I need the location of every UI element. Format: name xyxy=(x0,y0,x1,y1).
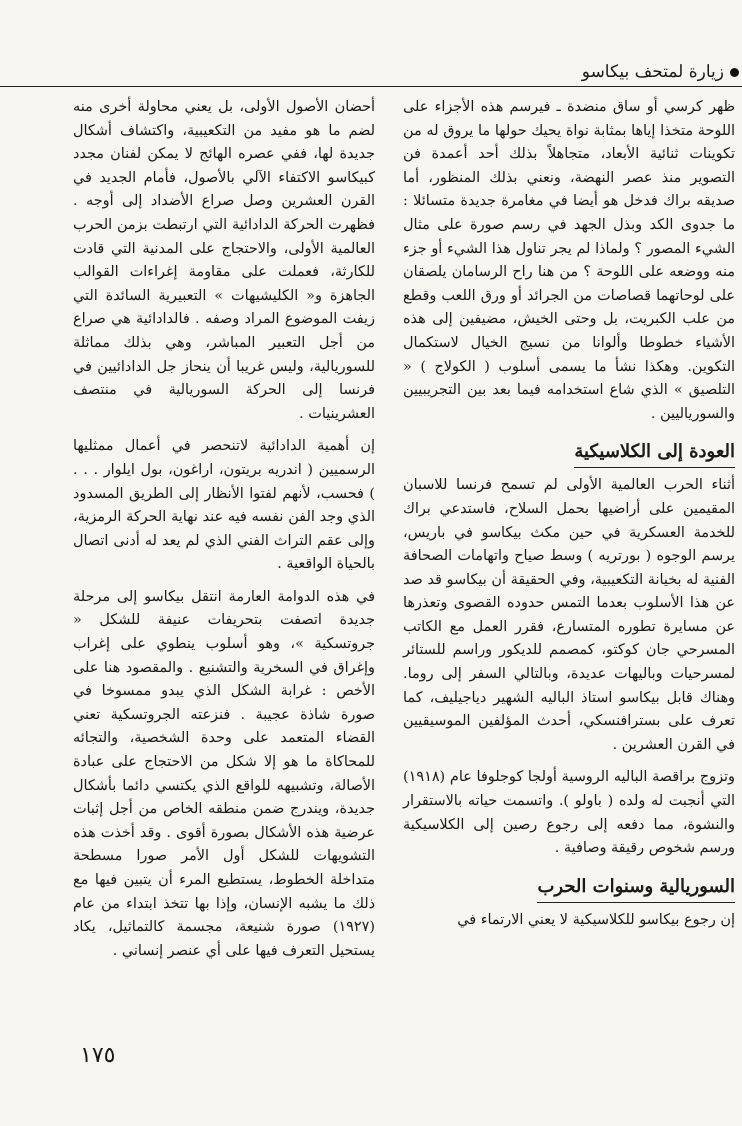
section-heading-surrealism: السوريالية وسنوات الحرب xyxy=(537,874,735,903)
running-header-title-wrap xyxy=(582,60,742,84)
left-column xyxy=(73,96,375,972)
paragraph: في هذه الدوامة العارمة انتقل بيكاسو إلى مرحلة جديدة اتصفت بتحريفات عنيفة للشكل « جروتسكية »، وهو أسلوب ينطوي على إغراب وإغراق في السخرية والتشنيع . والمقصود هنا على الأخص : غرابة الشكل الذي يبدو ممسوخا في صورة شاذة عجيبة . فنزعته الجروتسكية تعني القضاء المتعمد على وحدة الشخصية، والتجائه للمحاكاة ما هو إلا شكل من الاحتجاج على عبادة الأصالة، وتشبيهه للواقع الذي يكتسي دائما بأشكال جديدة، ويندرج ضمن منطقه الخاص من أجل إثبات عرضية هذه الأشكال بصورة أقوى . وقد أخذت هذه التشويهات للشكل أول الأمر صورا مسطحة متداخلة الخطوط، يستطيع المرء أن يتبين فيها مع ذلك ما يشبه الإنسان، وإذا بها تتخذ ابتداء من عام (١٩٢٧) صورة شنيعة، مجسمة كالتماثيل، يكاد يستحيل التعرف فيها على أي عنصر إنساني . xyxy=(73,588,375,959)
page-number: ١٧٥ xyxy=(80,1043,116,1068)
paragraph: إن أهمية الدادائية لاتنحصر في أعمال ممثليها الرسميين ( اندريه بريتون، اراغون، بول ايلوار . . . ) فحسب، لأنهم لفتوا الأنظار إلى الطريق المسدود الذي وجد الفن نفسه فيه عند نهاية الحركة الرمزية، وإلى عقم التراث الفني الذي لم يعد له أدنى اتصال بالحياة الواقعية . xyxy=(73,438,375,573)
paragraph: إن رجوع بيكاسو للكلاسيكية لا يعني الارتماء في xyxy=(457,911,735,928)
paragraph: وتزوج براقصة الباليه الروسية أولجا كوجلوفا عام (١٩١٨) التي أنجبت له ولده ( باولو ). واتسمت حياته بالاستقرار والنشوة، مما دفعه إلى رجوع رصين إلى الكلاسيكية ورسم شخوص رقيقة وصافية . xyxy=(403,769,735,857)
paragraph: أثناء الحرب العالمية الأولى لم تسمح فرنسا للاسبان المقيمين على أراضيها بحمل السلاح، فاستدعي براك للخدمة العسكرية في حين مكث بيكاسو في باريس، يرسم الوجوه ( بورتريه ) وسط صياح واتهامات الصحافة الفنية له بخيانة التكعيبية، وفي الحقيقة أن بيكاسو قد صد عن هذا الأسلوب بعدما التمس حدوده القصوى وتعذرها عن مسايرة تطوره المتسارع، فقرر العمل مع الكاتب المسرحي جان كوكتو، كمصمم للديكور وراسم للستائر لمسرحيات وباليهات عديدة، وبالتالي السفر إلى روما. وهناك قابل بيكاسو استاذ الباليه الشهير دياجيليف، كما تعرف على بسترافنسكي، أحدث المؤلفين الموسيقيين في القرن العشرين . xyxy=(403,477,735,753)
paragraph: ظهر كرسي أو ساق منضدة ـ فيرسم هذه الأجزاء على اللوحة متخذا إياها بمثابة نواة يحيك حولها ما يروق له من تكوينات ثنائية الأبعاد، متجاهلاً بذلك أحد أعمدة فن التصوير منذ عصر النهضة، ونعني بذلك المنظور، أما صديقه براك فدخل هو أيضا في مغامرة جديدة متسائلا : ما جدوى الكد وبذل الجهد في رسم صورة على مثال الشيء المصور ؟ ولماذا لم يجر تناول هذا الشيء أو جزء منه ووضعه على اللوحة ؟ من هنا راح الرسامان يلصقان على لوحاتهما قصاصات من الجرائد أو ورق اللعب وقطع من علب الكبريت، بل وحتى الخيش، مضيفين إلى هذه الأشياء خطوطا وألوانا من نسيج الخيال لاستكمال التكوين. وهكذا نشأ ما يسمى أسلوب ( الكولاج ) « التلصيق » الذي شاع استخدامه فيما بعد بين التجريبيين والسورياليين . xyxy=(403,99,735,422)
bullet-icon xyxy=(730,68,739,77)
running-header-title: زيارة لمتحف بيكاسو xyxy=(581,62,724,82)
running-header xyxy=(0,60,742,87)
section-heading-classicism: العودة إلى الكلاسيكية xyxy=(574,439,735,468)
right-column xyxy=(403,96,735,941)
paragraph: أحضان الأصول الأولى، بل يعني محاولة أخرى منه لضم ما هو مفيد من التكعيبية، واكتشاف أشكال جديدة لها، ففي عصره الهائج لا يمكن لفنان مجدد كبيكاسو الاكتفاء الآلي بالأصول، فأمام الجديد في القرن العشرين وصل صراع الأضداد إلى أوجه . فظهرت الحركة الدادائية التي ارتبطت بزمن الحرب العالمية الأولى، والاحتجاج على المدنية التي قادت للكارثة، فعملت على مقاومة إغراءات القوالب الجاهزة و« الكليشيهات » التعبيرية السائدة التي زيفت الموضوع المراد وصفه . فالدادائية هي صراع من أجل التعبير المباشر، وهي بذلك مماثلة للسوريالية، وليس غريبا أن ينحاز جل الدادائيين في فرنسا إلى الحركة السوريالية في منتصف العشرينيات . xyxy=(73,99,375,422)
